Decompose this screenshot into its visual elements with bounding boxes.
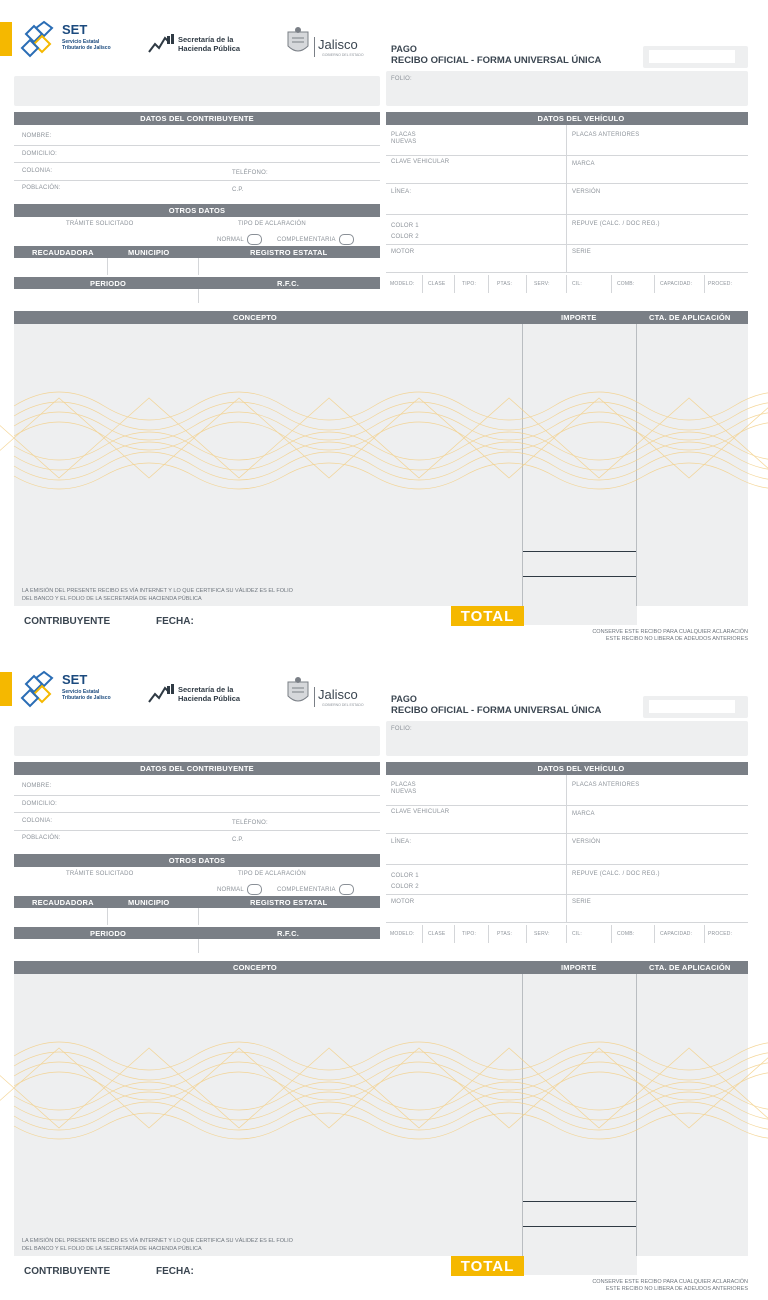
total-badge	[451, 1256, 524, 1276]
divider	[526, 925, 527, 943]
cta-label: CTA. DE APLICACIÓN	[649, 313, 731, 322]
colonia-label: COLONIA:	[22, 168, 53, 174]
nombre-label: NOMBRE:	[22, 783, 52, 789]
cp-label: C.P.	[232, 187, 244, 193]
total-line-lower	[523, 576, 636, 577]
contribuyente-section-header	[14, 762, 380, 775]
normal-option	[217, 234, 262, 245]
recaudadora-header	[14, 896, 380, 908]
divider	[488, 925, 489, 943]
divider	[422, 275, 423, 293]
divider	[422, 925, 423, 943]
ptas-label: PTAS:	[497, 931, 513, 937]
jalisco-divider	[314, 687, 315, 707]
cil-label: CIL:	[572, 931, 582, 937]
clase-label: CLASE	[428, 931, 446, 937]
folio-box	[386, 71, 748, 106]
domicilio-label: DOMICILIO:	[22, 151, 58, 157]
complementaria-option	[277, 234, 354, 245]
disclaimer	[22, 1237, 293, 1253]
set-logo-sub2: Tributario de Jalisco	[62, 45, 111, 51]
tipo-label: TIPO:	[462, 281, 477, 287]
comb-label: COMB:	[617, 281, 635, 287]
folio-label: FOLIO:	[391, 76, 412, 82]
ptas-label: PTAS:	[497, 281, 513, 287]
complementaria-checkbox[interactable]	[339, 234, 354, 245]
folio-box	[386, 721, 748, 756]
telefono-label: TELÉFONO:	[232, 820, 268, 826]
periodo-header	[14, 927, 380, 939]
divider	[14, 162, 380, 163]
concepto-header	[14, 311, 748, 324]
clase-label: CLASE	[428, 281, 446, 287]
tipo-aclaracion-label: TIPO DE ACLARACIÓN	[238, 871, 306, 877]
complementaria-label: COMPLEMENTARIA	[277, 887, 336, 894]
domicilio-label: DOMICILIO:	[22, 801, 58, 807]
divider	[386, 155, 748, 156]
vehiculo-section-header	[386, 112, 748, 125]
serv-label: SERV:	[534, 281, 550, 287]
divider	[611, 925, 612, 943]
divider	[566, 775, 567, 922]
otros-title: OTROS DATOS	[168, 206, 226, 215]
divider	[386, 833, 748, 834]
divider	[198, 939, 199, 953]
jalisco-crest-icon	[284, 26, 312, 63]
periodo-label: PERIODO	[90, 278, 126, 288]
divider	[14, 830, 380, 831]
concepto-label: CONCEPTO	[233, 963, 277, 972]
comb-label: COMB:	[617, 931, 635, 937]
total-badge	[451, 606, 524, 626]
cta-label: CTA. DE APLICACIÓN	[649, 963, 731, 972]
security-pattern	[14, 378, 748, 504]
divider	[198, 289, 199, 303]
set-logo-subtitle	[62, 39, 111, 51]
set-logo-icon	[20, 670, 60, 708]
divider	[488, 275, 489, 293]
conserve-line2: ESTE RECIBO NO LIBERA DE ADEUDOS ANTERIORES	[605, 1286, 748, 1292]
jalisco-name: Jalisco	[318, 37, 358, 52]
divider	[386, 183, 748, 184]
color-labels	[391, 871, 419, 893]
color2-label: COLOR 2	[391, 234, 419, 240]
clave-vehicular-label: CLAVE VEHICULAR	[391, 809, 450, 815]
secretaria-line1: Secretaría de la	[178, 685, 234, 694]
marca-label: MARCA	[572, 161, 595, 167]
conserve-line1: CONSERVE ESTE RECIBO PARA CUALQUIER ACLARACIÓN	[592, 629, 748, 635]
divider	[566, 925, 567, 943]
periodo-header	[14, 277, 380, 289]
accent-tab	[0, 672, 12, 706]
divider	[704, 275, 705, 293]
repuve-label: REPUVE (CALC. / DOC REG.)	[572, 871, 660, 877]
otros-section-header	[14, 854, 380, 867]
serv-label: SERV:	[534, 931, 550, 937]
set-logo-sub1: Servicio Estatal	[62, 39, 100, 45]
registro-label: REGISTRO ESTATAL	[250, 247, 328, 257]
municipio-label: MUNICIPIO	[128, 897, 170, 907]
version-label: VERSIÓN	[572, 189, 601, 195]
disclaimer-line2: DEL BANCO Y EL FOLIO DE LA SECRETARÍA DE HACIENDA PÚBLICA	[22, 596, 202, 602]
serie-label: SERIE	[572, 249, 592, 255]
folio-label: FOLIO:	[391, 726, 412, 732]
normal-option	[217, 884, 262, 895]
conserve-line1: CONSERVE ESTE RECIBO PARA CUALQUIER ACLARACIÓN	[592, 1279, 748, 1285]
divider	[654, 925, 655, 943]
proced-label: PROCED:	[708, 931, 733, 937]
recaudadora-label: RECAUDADORA	[32, 897, 94, 907]
modelo-label: MODELO:	[390, 281, 415, 287]
registro-label: REGISTRO ESTATAL	[250, 897, 328, 907]
divider	[107, 258, 108, 275]
cp-label: C.P.	[232, 837, 244, 843]
motor-label: MOTOR	[391, 249, 415, 255]
otros-title: OTROS DATOS	[168, 856, 226, 865]
contribuyente-signature-label: CONTRIBUYENTE	[24, 1266, 111, 1277]
disclaimer-line1: LA EMISIÓN DEL PRESENTE RECIBO ES VÍA INTERNET Y LO QUE CERTIFICA SU VÁLIDEZ ES EL FOLIO	[22, 1238, 293, 1244]
concepto-label: CONCEPTO	[233, 313, 277, 322]
folio-top-field[interactable]	[649, 700, 735, 713]
stamp-area	[14, 726, 380, 756]
contribuyente-title: DATOS DEL CONTRIBUYENTE	[140, 114, 254, 123]
color1-label: COLOR 1	[391, 223, 419, 229]
jalisco-tagline: GOBIERNO DEL ESTADO	[322, 53, 364, 57]
divider	[611, 275, 612, 293]
set-logo-sub2: Tributario de Jalisco	[62, 695, 111, 701]
divider	[566, 125, 567, 272]
receipt-title: RECIBO OFICIAL - FORMA UNIVERSAL ÚNICA	[391, 55, 602, 66]
otros-section-header	[14, 204, 380, 217]
fecha-label: FECHA:	[156, 1266, 194, 1277]
proced-label: PROCED:	[708, 281, 733, 287]
pago-label: PAGO	[391, 694, 417, 704]
periodo-label: PERIODO	[90, 928, 126, 938]
conserve-note	[520, 629, 748, 643]
divider	[386, 864, 748, 865]
jalisco-crest-icon	[284, 676, 312, 713]
vehiculo-title: DATOS DEL VEHÍCULO	[537, 764, 625, 773]
secretaria-icon	[147, 34, 175, 59]
divider	[566, 275, 567, 293]
marca-label: MARCA	[572, 811, 595, 817]
divider	[654, 275, 655, 293]
vehiculo-title: DATOS DEL VEHÍCULO	[537, 114, 625, 123]
vehicle-details-row	[386, 273, 748, 295]
linea-label: LÍNEA:	[391, 189, 412, 195]
divider	[198, 908, 199, 925]
contribuyente-title: DATOS DEL CONTRIBUYENTE	[140, 764, 254, 773]
secretaria-icon	[147, 684, 175, 709]
cil-label: CIL:	[572, 281, 582, 287]
contribuyente-signature-label: CONTRIBUYENTE	[24, 616, 111, 627]
folio-top-box	[643, 696, 748, 718]
capacidad-label: CAPACIDAD:	[660, 931, 693, 937]
divider	[386, 214, 748, 215]
receipt-title: RECIBO OFICIAL - FORMA UNIVERSAL ÚNICA	[391, 705, 602, 716]
jalisco-divider	[314, 37, 315, 57]
secretaria-text	[178, 35, 240, 53]
conserve-note	[520, 1279, 748, 1293]
total-line-upper	[523, 1201, 636, 1202]
contribuyente-section-header	[14, 112, 380, 125]
set-logo-name: SET	[62, 22, 88, 37]
divider	[454, 275, 455, 293]
total-amount-field[interactable]	[524, 606, 637, 625]
fecha-label: FECHA:	[156, 616, 194, 627]
secretaria-line1: Secretaría de la	[178, 35, 234, 44]
tramite-label: TRÁMITE SOLICITADO	[66, 871, 134, 877]
divider	[526, 275, 527, 293]
motor-label: MOTOR	[391, 899, 415, 905]
divider	[14, 795, 380, 796]
poblacion-label: POBLACIÓN:	[22, 185, 61, 191]
accent-tab	[0, 22, 12, 56]
linea-label: LÍNEA:	[391, 839, 412, 845]
nombre-label: NOMBRE:	[22, 133, 52, 139]
recaudadora-label: RECAUDADORA	[32, 247, 94, 257]
secretaria-line2: Hacienda Pública	[178, 44, 241, 53]
capacidad-label: CAPACIDAD:	[660, 281, 693, 287]
conserve-line2: ESTE RECIBO NO LIBERA DE ADEUDOS ANTERIORES	[605, 636, 748, 642]
disclaimer	[22, 587, 293, 603]
divider	[14, 180, 380, 181]
placas-nuevas-line1: PLACAS	[391, 132, 416, 138]
importe-label: IMPORTE	[561, 313, 597, 322]
modelo-label: MODELO:	[390, 931, 415, 937]
set-logo-icon	[20, 20, 60, 58]
normal-label: NORMAL	[217, 237, 244, 244]
tipo-label: TIPO:	[462, 931, 477, 937]
folio-top-field[interactable]	[649, 50, 735, 63]
recaudadora-header	[14, 246, 380, 258]
colonia-label: COLONIA:	[22, 818, 53, 824]
pago-label: PAGO	[391, 44, 417, 54]
placas-anteriores-label: PLACAS ANTERIORES	[572, 782, 640, 788]
divider	[386, 244, 748, 245]
stamp-area	[14, 76, 380, 106]
disclaimer-line2: DEL BANCO Y EL FOLIO DE LA SECRETARÍA DE HACIENDA PÚBLICA	[22, 1246, 202, 1252]
placas-nuevas-label	[391, 782, 416, 796]
version-label: VERSIÓN	[572, 839, 601, 845]
security-pattern	[14, 1028, 748, 1154]
divider	[107, 908, 108, 925]
complementaria-checkbox[interactable]	[339, 884, 354, 895]
rfc-label: R.F.C.	[277, 278, 300, 288]
color-labels	[391, 221, 419, 243]
tramite-label: TRÁMITE SOLICITADO	[66, 221, 134, 227]
rfc-label: R.F.C.	[277, 928, 300, 938]
vehicle-details-row	[386, 923, 748, 945]
clave-vehicular-label: CLAVE VEHICULAR	[391, 159, 450, 165]
disclaimer-line1: LA EMISIÓN DEL PRESENTE RECIBO ES VÍA INTERNET Y LO QUE CERTIFICA SU VÁLIDEZ ES EL FOLIO	[22, 588, 293, 594]
total-label: TOTAL	[460, 1257, 515, 1275]
divider	[14, 812, 380, 813]
placas-anteriores-label: PLACAS ANTERIORES	[572, 132, 640, 138]
jalisco-name: Jalisco	[318, 687, 358, 702]
concepto-header	[14, 961, 748, 974]
repuve-label: REPUVE (CALC. / DOC REG.)	[572, 221, 660, 227]
total-amount-field[interactable]	[524, 1256, 637, 1275]
divider	[704, 925, 705, 943]
serie-label: SERIE	[572, 899, 592, 905]
total-label: TOTAL	[460, 607, 515, 625]
total-line-lower	[523, 1226, 636, 1227]
placas-nuevas-line2: NUEVAS	[391, 139, 417, 145]
color1-label: COLOR 1	[391, 873, 419, 879]
set-logo-subtitle	[62, 689, 111, 701]
normal-checkbox[interactable]	[247, 884, 262, 895]
placas-nuevas-label	[391, 132, 416, 146]
divider	[386, 805, 748, 806]
set-logo-sub1: Servicio Estatal	[62, 689, 100, 695]
poblacion-label: POBLACIÓN:	[22, 835, 61, 841]
importe-label: IMPORTE	[561, 963, 597, 972]
divider	[454, 925, 455, 943]
complementaria-label: COMPLEMENTARIA	[277, 237, 336, 244]
jalisco-tagline: GOBIERNO DEL ESTADO	[322, 703, 364, 707]
tipo-aclaracion-label: TIPO DE ACLARACIÓN	[238, 221, 306, 227]
secretaria-line2: Hacienda Pública	[178, 694, 241, 703]
divider	[198, 258, 199, 275]
normal-label: NORMAL	[217, 887, 244, 894]
placas-nuevas-line1: PLACAS	[391, 782, 416, 788]
divider	[386, 894, 748, 895]
municipio-label: MUNICIPIO	[128, 247, 170, 257]
complementaria-option	[277, 884, 354, 895]
color2-label: COLOR 2	[391, 884, 419, 890]
folio-top-box	[643, 46, 748, 68]
secretaria-text	[178, 685, 240, 703]
divider	[14, 145, 380, 146]
telefono-label: TELÉFONO:	[232, 170, 268, 176]
normal-checkbox[interactable]	[247, 234, 262, 245]
receipt-form	[0, 650, 768, 1300]
placas-nuevas-line2: NUEVAS	[391, 789, 417, 795]
vehiculo-section-header	[386, 762, 748, 775]
total-line-upper	[523, 551, 636, 552]
set-logo-name: SET	[62, 672, 88, 687]
